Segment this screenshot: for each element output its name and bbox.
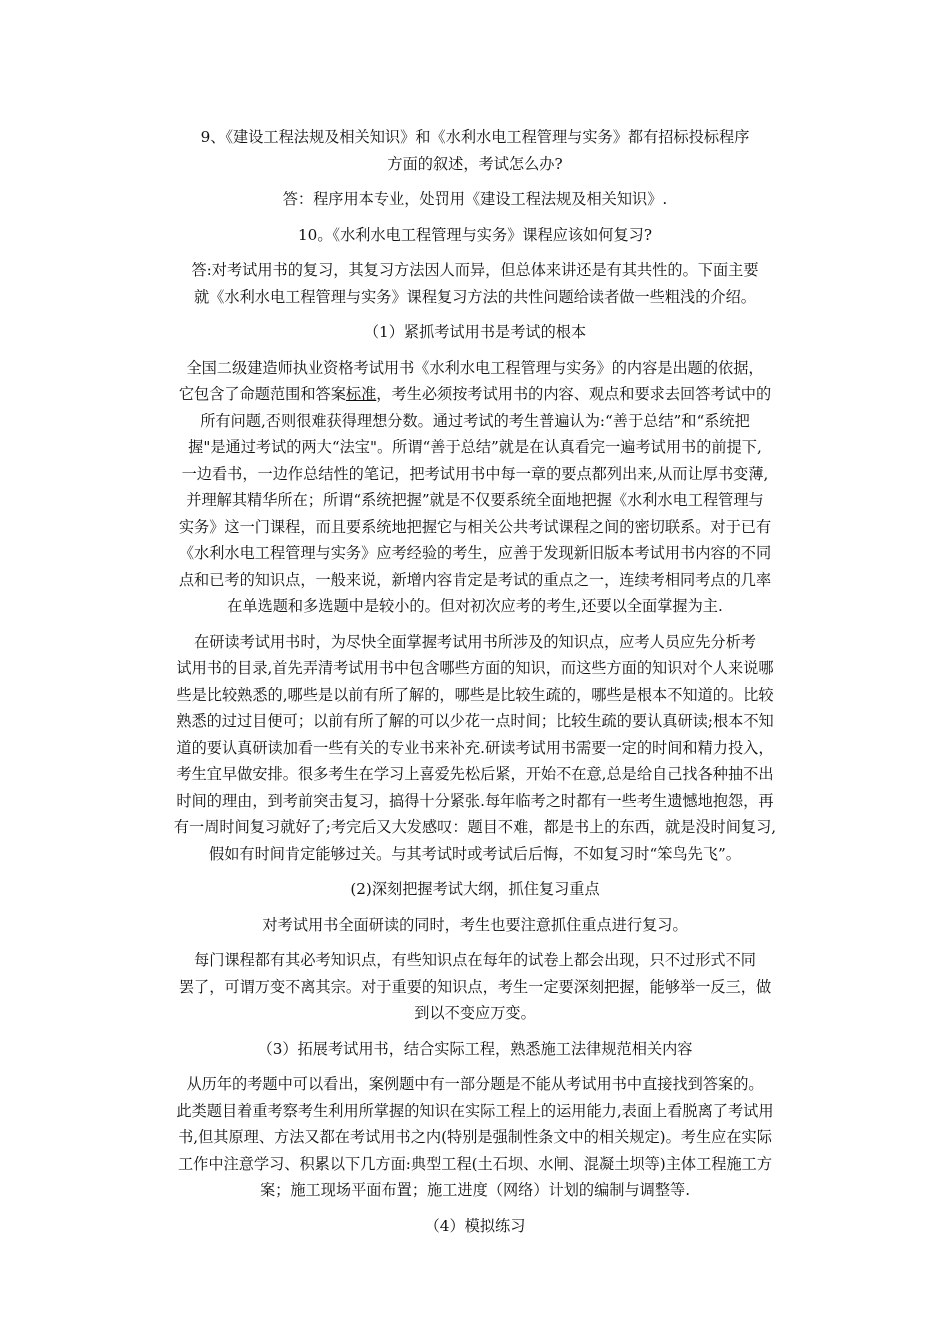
paragraph-text: 全国二级建造师执业资格考试用书《水利水电工程管理与实务》的内容是出题的依据， 它包含了命题范围和答案 xyxy=(178,358,764,403)
section-heading-4: （4）模拟练习 xyxy=(424,1216,526,1235)
answer-9: 答：程序用本专业，处罚用《建设工程法规及相关知识》. xyxy=(282,190,668,208)
question-9: 9、《建设工程法规及相关知识》和《水利水电工程管理与实务》都有招标投标程序 方面的叙述，考试怎么办? xyxy=(200,128,750,173)
paragraph-focus: 对考试用书全面研读的同时，考生也要注意抓住重点进行复习。 xyxy=(262,915,688,934)
question-10: 10。《水利水电工程管理与实务》课程应该如何复习? xyxy=(298,225,652,244)
section-heading-3: （3）拓展考试用书，结合实际工程，熟悉施工法律规范相关内容 xyxy=(257,1039,693,1058)
section-heading-1: （1）紧抓考试用书是考试的根本 xyxy=(363,323,587,341)
paragraph-study-method: 在研读考试用书时，为尽快全面掌握考试用书所涉及的知识点，应考人员应先分析考 试用书的目录,首先弄清考试用书中包含哪些方面的知识，而这些方面的知识对个人来说哪 些是比较熟悉的,哪些是以前有所了解的，哪些是比较生疏的，哪些是根本不知道的。比较 熟悉的过过目便可；以前有所了解的可以少花一点时间；比较生疏的要认真研读;根本不知 道的要认真研读加看一些有关的专业书来补充.研读考试用书需要一定的时间和精力投入， 考生宜早做安排。很多考生在学习上喜爱先松后紧，开始不在意,总是给自己找各种抽不出 时间的理由，到考前突击复习，搞得十分紧张.每年临考之时都有一些考生遗憾地抱怨，再 有一周时间复习就好了;考完后又大发感叹：题目不难，都是书上的东西，就是没时间复习, 假如有时间肯定能够过关。与其考试时或考试后后悔，不如复习时“笨鸟先飞”。 xyxy=(173,632,777,863)
paragraph-textbook-basis xyxy=(140,355,810,620)
answer-10-intro: 答:对考试用书的复习，其复习方法因人而异，但总体来讲还是有其共性的。下面主要 就《水利水电工程管理与实务》课程复习方法的共性问题给读者做一些粗浅的介绍。 xyxy=(191,261,759,306)
section-heading-2: (2)深刻把握考试大纲，抓住复习重点 xyxy=(350,880,600,898)
underlined-term: 标准 xyxy=(345,385,377,403)
paragraph-key-points: 每门课程都有其必考知识点，有些知识点在每年的试卷上都会出现，只不过形式不同 罢了，可谓万变不离其宗。对于重要的知识点，考生一定要深刻把握，能够举一反三，做 到以不变应万变。 xyxy=(178,951,772,1022)
paragraph-text: ，考生必须按考试用书的内容、观点和要求去回答考试中的 所有问题,否则很难获得理想分数。通过考试的考生普遍认为:“善于总结”和“系统把 握"是通过考试的两大“法宝"。所谓“善于总结”就是在认真看完一遍考试用书的前提下, 一边看书，一边作总结性的笔记，把考试用书中每一章的要点都列出来,从而让厚书变薄, 并理解其精华所在；所谓“系统把握”就是不仅要系统全面地把握《水利水电工程管理与 实务》这一门课程，而且要系统地把握它与相关公共考试课程之间的密切联系。对于已有 《水利水电工程管理与实务》应考经验的考生，应善于发现新旧版本考试用书内容的不同 点和已考的知识点，一般来说，新增内容肯定是考试的重点之一，连续考相同考点的几率 在单选题和多选题中是较小的。但对初次应考的考生,还要以全面掌握为主. xyxy=(178,385,772,615)
paragraph-practice-engineering: 从历年的考题中可以看出，案例题中有一部分题是不能从考试用书中直接找到答案的。 此类题目着重考察考生利用所掌握的知识在实际工程上的运用能力,表面上看脱离了考试用 书,但其原理、方法又都在考试用书之内(特别是强制性条文中的相关规定)。考生应在实际 工作中注意学习、积累以下几方面:典型工程(土石坝、水闸、混凝土坝等)主体工程施工方 案；施工现场平面布置；施工进度（网络）计划的编制与调整等. xyxy=(176,1075,774,1199)
